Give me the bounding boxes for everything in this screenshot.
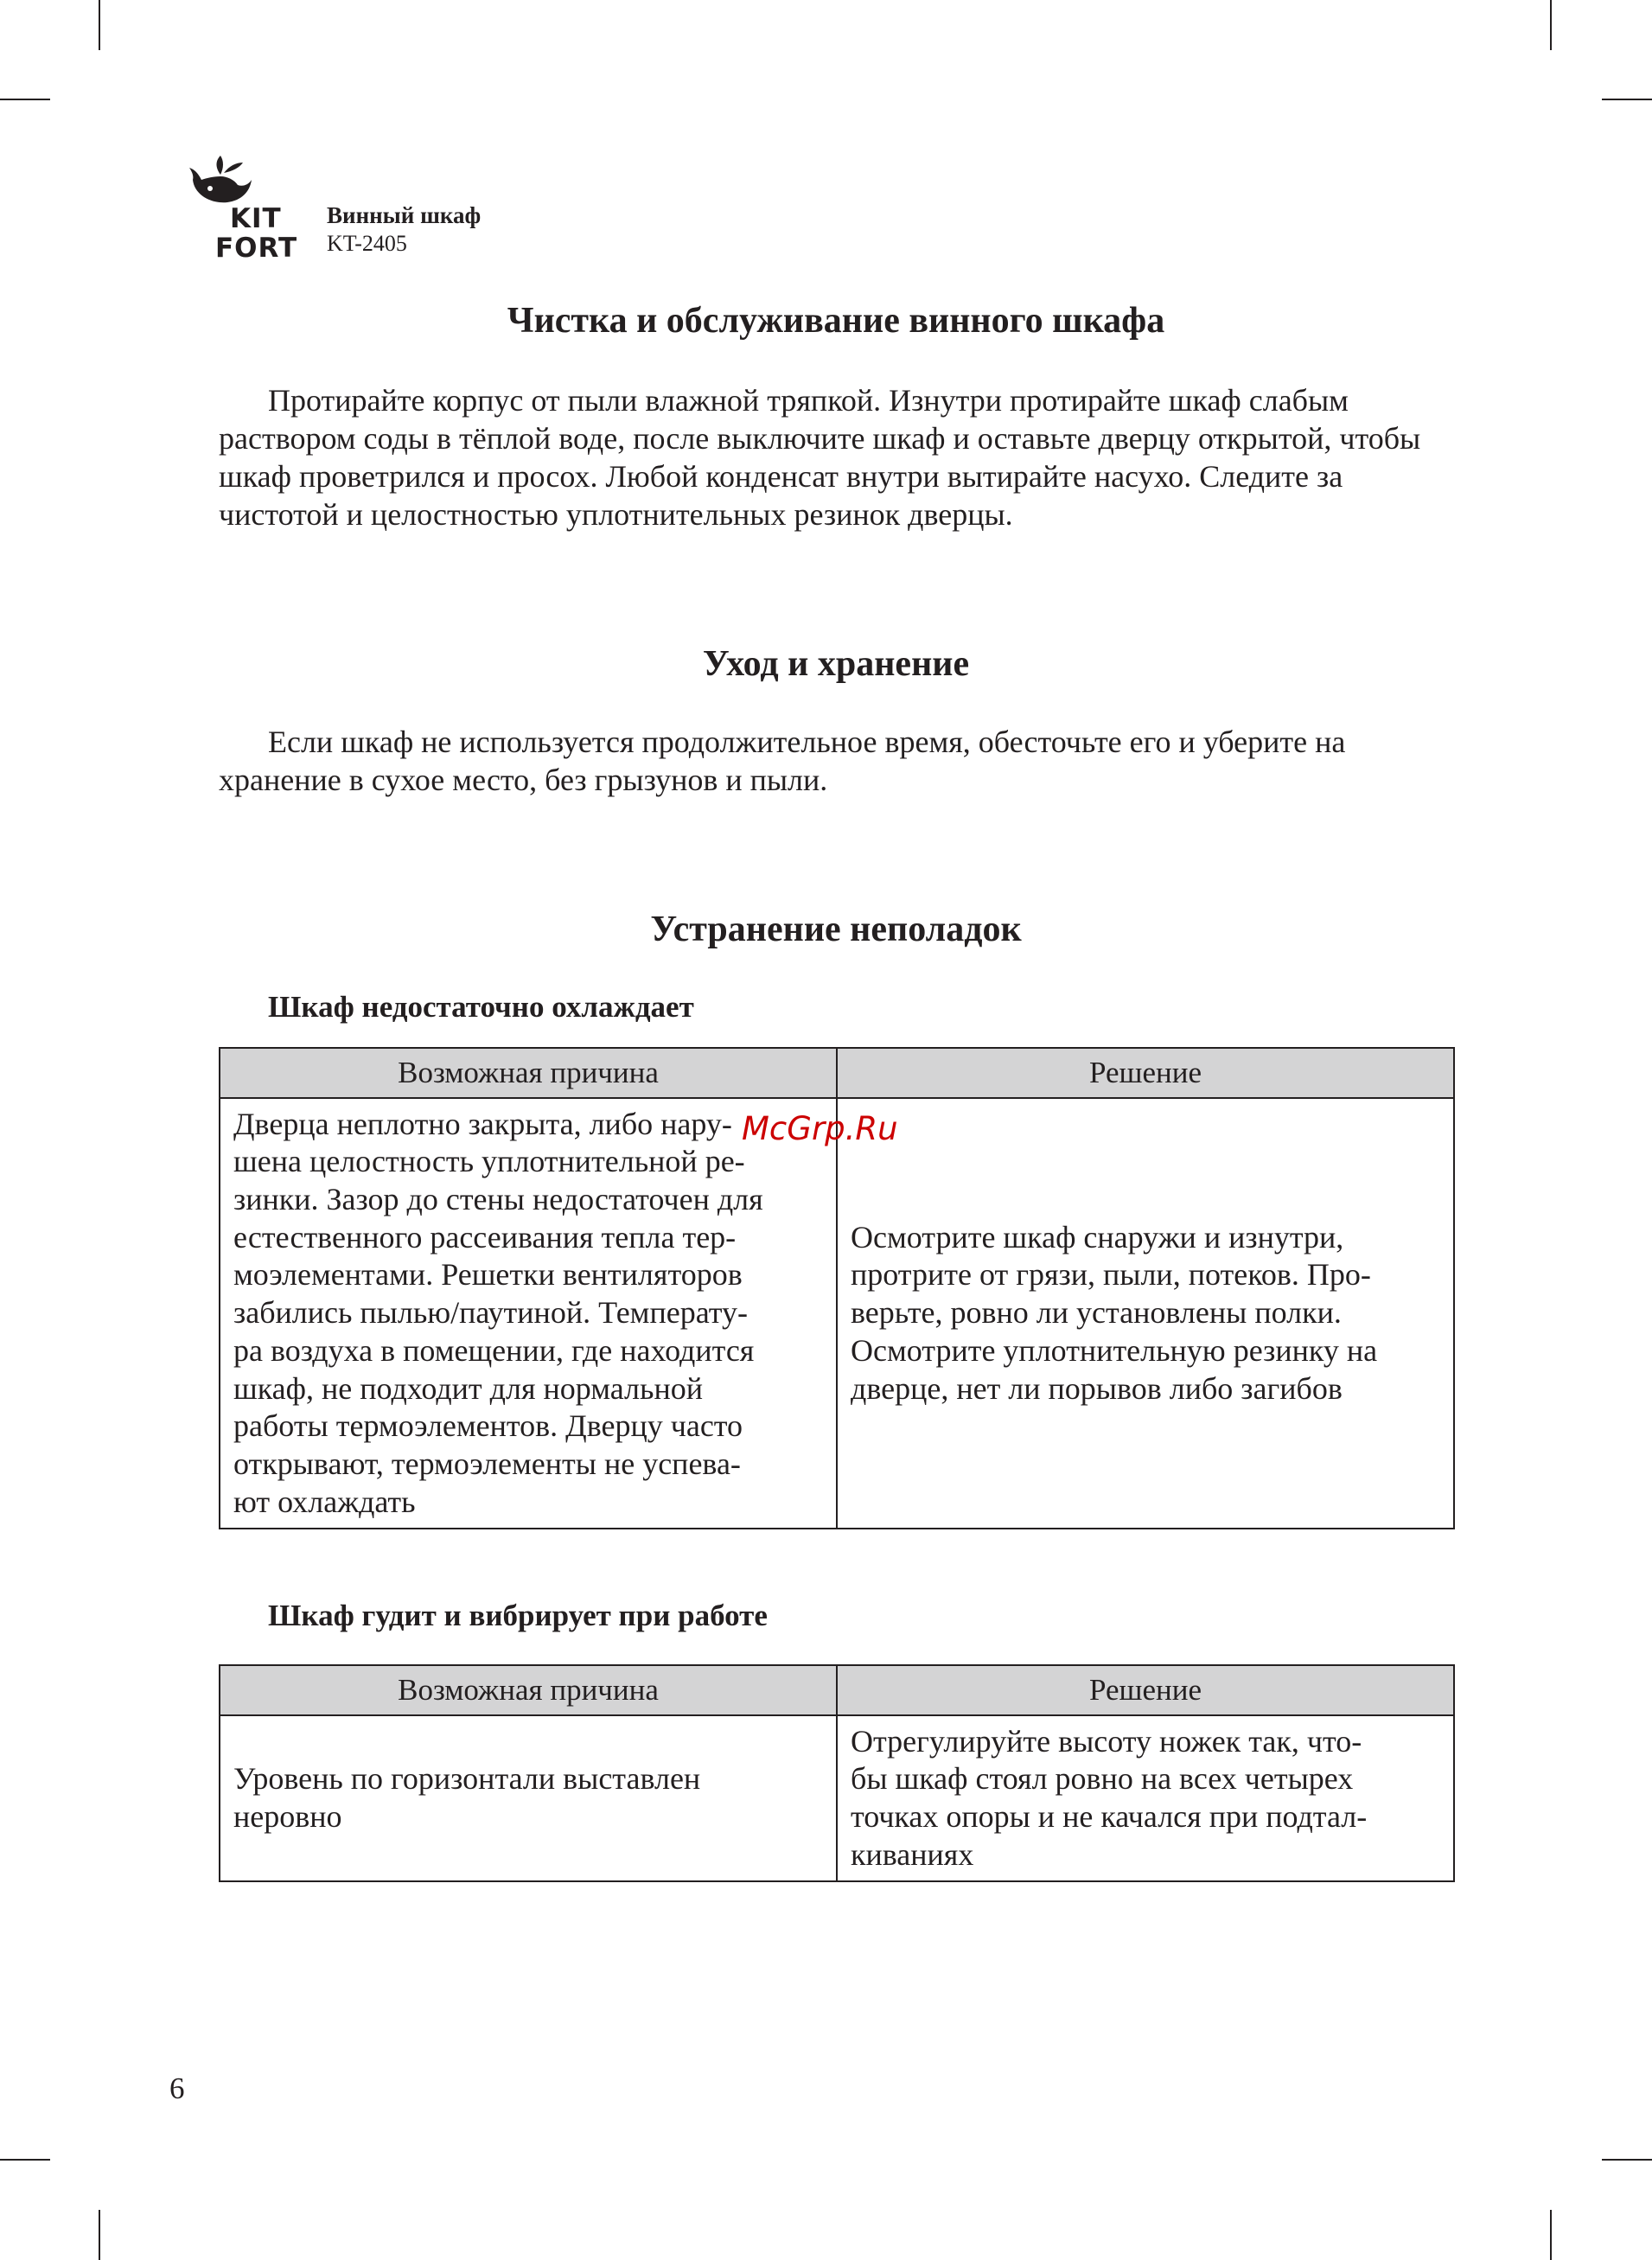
section-title-cleaning: Чистка и обслуживание винного шкафа bbox=[507, 301, 1165, 341]
table-header-row bbox=[220, 1048, 1454, 1098]
brand-logo-text bbox=[215, 204, 297, 263]
page-number: 6 bbox=[169, 2072, 185, 2105]
section-text-storage: Если шкаф не используется продолжительное время, обесточьте его и уберите на хранение в сухое место, без грызунов и пыли. bbox=[219, 725, 1346, 797]
crop-mark bbox=[1602, 99, 1652, 100]
column-header-solution: Решение bbox=[837, 1665, 1454, 1715]
cause-cell bbox=[220, 1098, 837, 1529]
solution-cell bbox=[837, 1715, 1454, 1881]
column-header-cause: Возможная причина bbox=[220, 1665, 837, 1715]
crop-mark bbox=[0, 2159, 50, 2161]
problem-title: Шкаф гудит и вибрирует при работе bbox=[268, 1599, 768, 1632]
crop-mark bbox=[1550, 2210, 1552, 2260]
section-title-troubleshooting: Устранение неполадок bbox=[650, 910, 1022, 949]
column-header-cause: Возможная причина bbox=[220, 1048, 837, 1098]
logo-line-kit: KIT bbox=[230, 203, 282, 234]
product-name: Винный шкаф bbox=[327, 202, 482, 228]
solution-text: Отрегулируйте высоту ножек так, что- бы шкаф стоял ровно на всех четырех точках опоры и не качался при подтал- киваниях bbox=[851, 1723, 1368, 1872]
table-row bbox=[220, 1098, 1454, 1529]
troubleshooting-table bbox=[219, 1664, 1455, 1882]
crop-mark bbox=[0, 99, 50, 100]
cause-text: Уровень по горизонтали выставлен неровно bbox=[233, 1761, 701, 1834]
solution-cell bbox=[837, 1098, 1454, 1529]
table-header-row bbox=[220, 1665, 1454, 1715]
column-header-solution: Решение bbox=[837, 1048, 1454, 1098]
table-row bbox=[220, 1715, 1454, 1881]
problem-title: Шкаф недостаточно охлаждает bbox=[268, 990, 694, 1024]
document-header bbox=[186, 154, 618, 262]
product-model: KT-2405 bbox=[327, 231, 407, 256]
logo-line-fort: FORT bbox=[215, 233, 298, 264]
crop-mark bbox=[99, 0, 100, 50]
whale-logo-icon bbox=[186, 154, 253, 207]
section-text-cleaning: Протирайте корпус от пыли влажной тряпкой. Изнутри протирайте шкаф слабым раствором соды в тёплой воде, после выключите шкаф и оставьте дверцу открытой, чтобы шкаф проветрился и просох. Любой конденсат внутри вытирайте насухо. Следите за чистотой и целостностью уплотнительных резинок дверцы. bbox=[219, 383, 1421, 532]
watermark: McGrp.Ru bbox=[742, 1110, 898, 1147]
section-title-storage: Уход и хранение bbox=[702, 644, 970, 684]
cause-cell bbox=[220, 1715, 837, 1881]
crop-mark bbox=[99, 2210, 100, 2260]
crop-mark bbox=[1550, 0, 1552, 50]
solution-text: Осмотрите шкаф снаружи и изнутри, протрите от грязи, пыли, потеков. Про- верьте, ровно ли установлены полки. Осмотрите уплотнительную резинку на дверце, нет ли порывов либо загибов bbox=[851, 1219, 1378, 1406]
crop-mark bbox=[1602, 2159, 1652, 2161]
cause-text: Дверца неплотно закрыта, либо нару- шена целостность уплотнительной ре- зинки. Зазор до стены недостаточен для естественного рассеивания тепла тер- моэлементами. Решетки вентиляторов забились пылью/паутиной. Температу- ра воздуха в помещении, где находится шкаф, не подходит для нормальной работы термоэлементов. Дверцу часто открывают, термоэлементы не успева- ют охлаждать bbox=[233, 1106, 763, 1519]
